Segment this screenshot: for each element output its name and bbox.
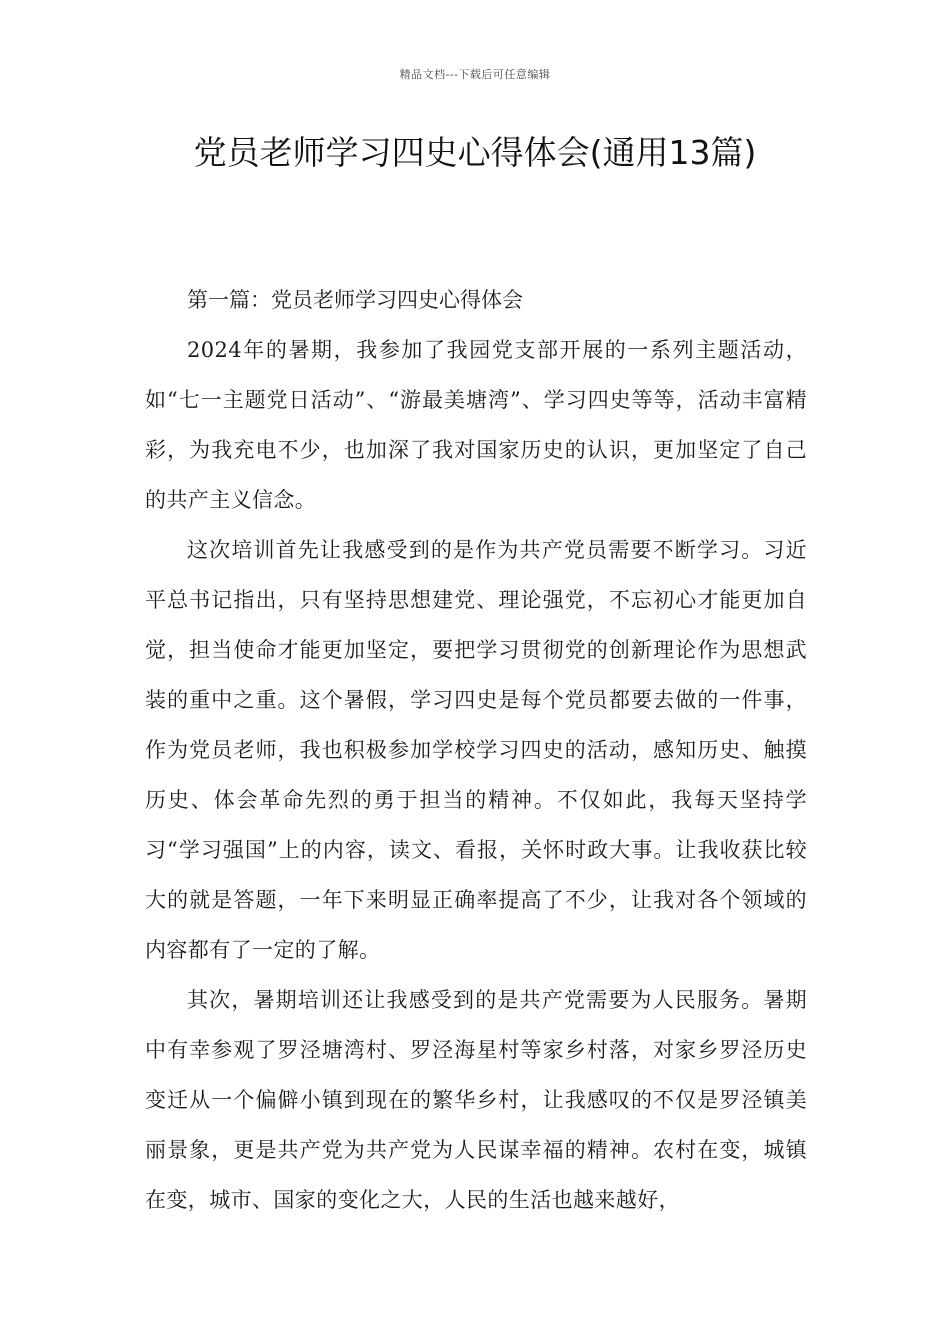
document-body: [145, 275, 807, 1225]
header-note: 精品文档---下载后可任意编辑: [399, 68, 551, 81]
paragraph: 这次培训首先让我感受到的是作为共产党员需要不断学习。习近平总书记指出，只有坚持思想建党、理论强党，不忘初心才能更加自觉，担当使命才能更加坚定，要把学习贯彻党的创新理论作为思想武装的重中之重。这个暑假，学习四史是每个党员都要去做的一件事，作为党员老师，我也积极参加学校学习四史的活动，感知历史、触摸历史、体会革命先烈的勇于担当的精神。不仅如此，我每天坚持学习“学习强国”上的内容，读文、看报，关怀时政大事。让我收获比较大的就是答题，一年下来明显正确率提高了不少，让我对各个领域的内容都有了一定的了解。: [145, 538, 807, 962]
paragraph: 2024年的暑期，我参加了我园党支部开展的一系列主题活动，如“七一主题党日活动”、“游最美塘湾”、学习四史等等，活动丰富精彩，为我充电不少，也加深了我对国家历史的认识，更加坚定了自己的共产主义信念。: [145, 338, 807, 512]
document-title: 党员老师学习四史心得体会(通用13篇): [193, 133, 757, 172]
paragraph: 其次，暑期培训还让我感受到的是共产党需要为人民服务。暑期中有幸参观了罗泾塘湾村、罗泾海星村等家乡村落，对家乡罗泾历史变迁从一个偏僻小镇到现在的繁华乡村，让我感叹的不仅是罗泾镇美丽景象，更是共产党为共产党为人民谋幸福的精神。农村在变，城镇在变，城市、国家的变化之大，人民的生活也越来越好，: [145, 988, 807, 1212]
section-title: 第一篇：党员老师学习四史心得体会: [187, 288, 523, 312]
